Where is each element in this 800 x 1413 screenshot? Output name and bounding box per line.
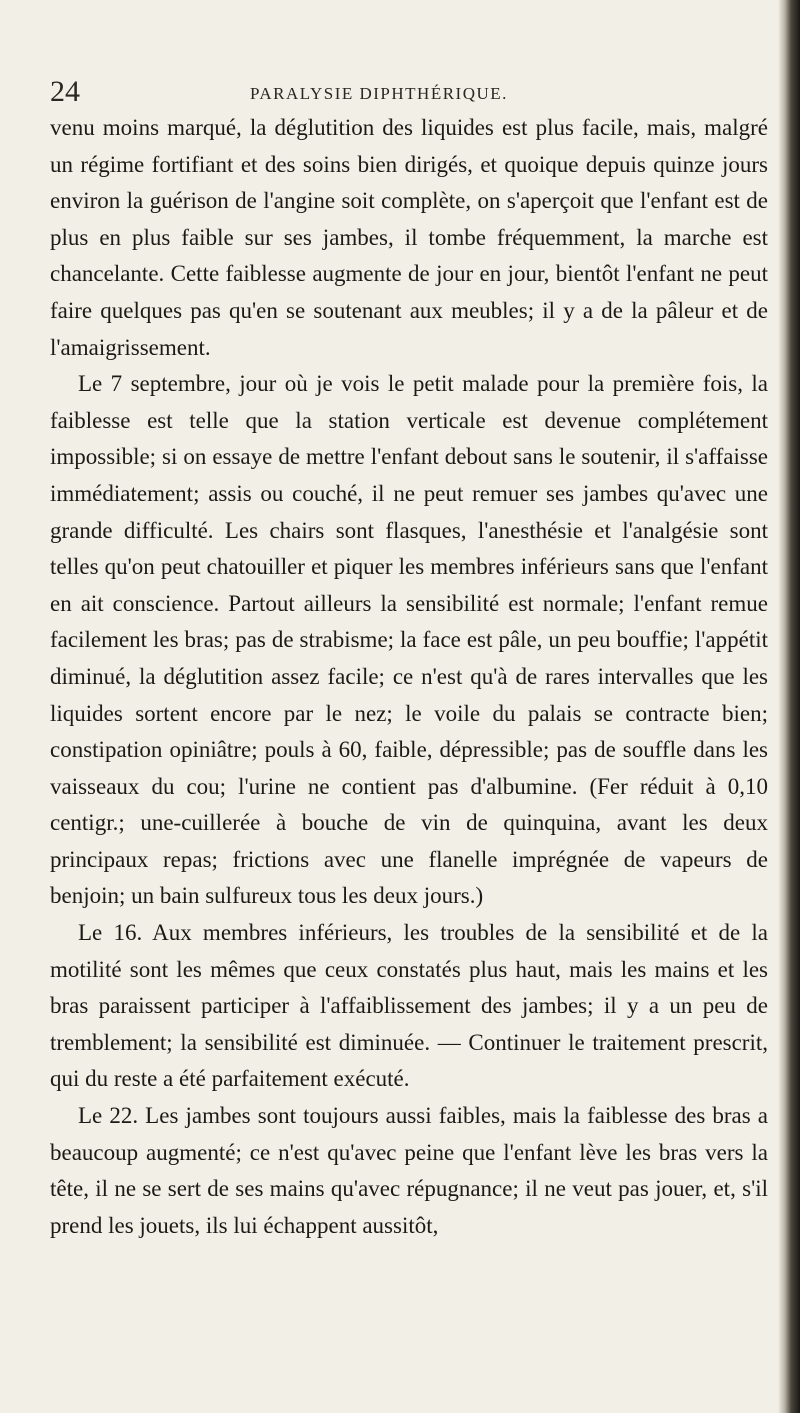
paragraph-continuation: venu moins marqué, la déglutition des liquides est plus facile, mais, malgré un régime fortifiant et des soins bien dirigés, et quoique depuis quinze jours environ la guérison de l'angine soit complète, on s'aperçoit que l'enfant est de plus en plus faible sur ses jambes, il tombe fréquemment, la marche est chancelante. Cette faiblesse augmente de jour en jour, bientôt l'enfant ne peut faire quelques pas qu'en se soutenant aux meubles; il y a de la pâleur et de l'amaigrissement.: [50, 115, 768, 360]
page-edge-shadow: [778, 0, 800, 1413]
paragraph-7-septembre: Le 7 septembre, jour où je vois le petit malade pour la première fois, la faiblesse est telle que la station verticale est devenue complétement impossible; si on essaye de mettre l'enfant debout sans le soutenir, il s'affaisse immédiatement; assis ou couché, il ne peut remuer ses jambes qu'avec une grande difficulté. Les chairs sont flasques, l'anesthésie et l'analgésie sont telles qu'on peut chatouiller et piquer les membres inférieurs sans que l'enfant en ait conscience. Partout ailleurs la sensibilité est normale; l'enfant remue facilement les bras; pas de strabisme; la face est pâle, un peu bouffie; l'appétit diminué, la déglutition assez facile; ce n'est qu'à de rares intervalles que les liquides sortent encore par le nez; le voile du palais se contracte bien; constipation opiniâtre; pouls à 60, faible, dépressible; pas de souffle dans les vaisseaux du cou; l'urine ne contient pas d'albumine. (Fer réduit à 0,10 centigr.; une-cuillerée à bouche de vin de quinquina, avant les deux principaux repas; frictions avec une flanelle imprégnée de vapeurs de benjoin; un bain sulfureux tous les deux jours.): [50, 371, 768, 909]
page-number: 24: [50, 75, 80, 108]
paragraph-le-16: Le 16. Aux membres inférieurs, les troubles de la sensibilité et de la motilité sont les mêmes que ceux constatés plus haut, mais les mains et les bras paraissent participer à l'affaiblissement des jambes; il y a un peu de tremblement; la sensibilité est diminuée. — Continuer le traitement prescrit, qui du reste a été parfaitement exécuté.: [50, 920, 768, 1092]
paragraph-le-22: Le 22. Les jambes sont toujours aussi faibles, mais la faiblesse des bras a beaucoup augmenté; ce n'est qu'avec peine que l'enfant lève les bras vers la tête, il ne se sert de ses mains qu'avec répugnance; il ne veut pas jouer, et, s'il prend les jouets, ils lui échappent aussitôt,: [50, 1103, 768, 1238]
body-text: [50, 110, 768, 1244]
running-header: [50, 74, 770, 110]
running-title: PARALYSIE DIPHTHÉRIQUE.: [250, 84, 508, 103]
